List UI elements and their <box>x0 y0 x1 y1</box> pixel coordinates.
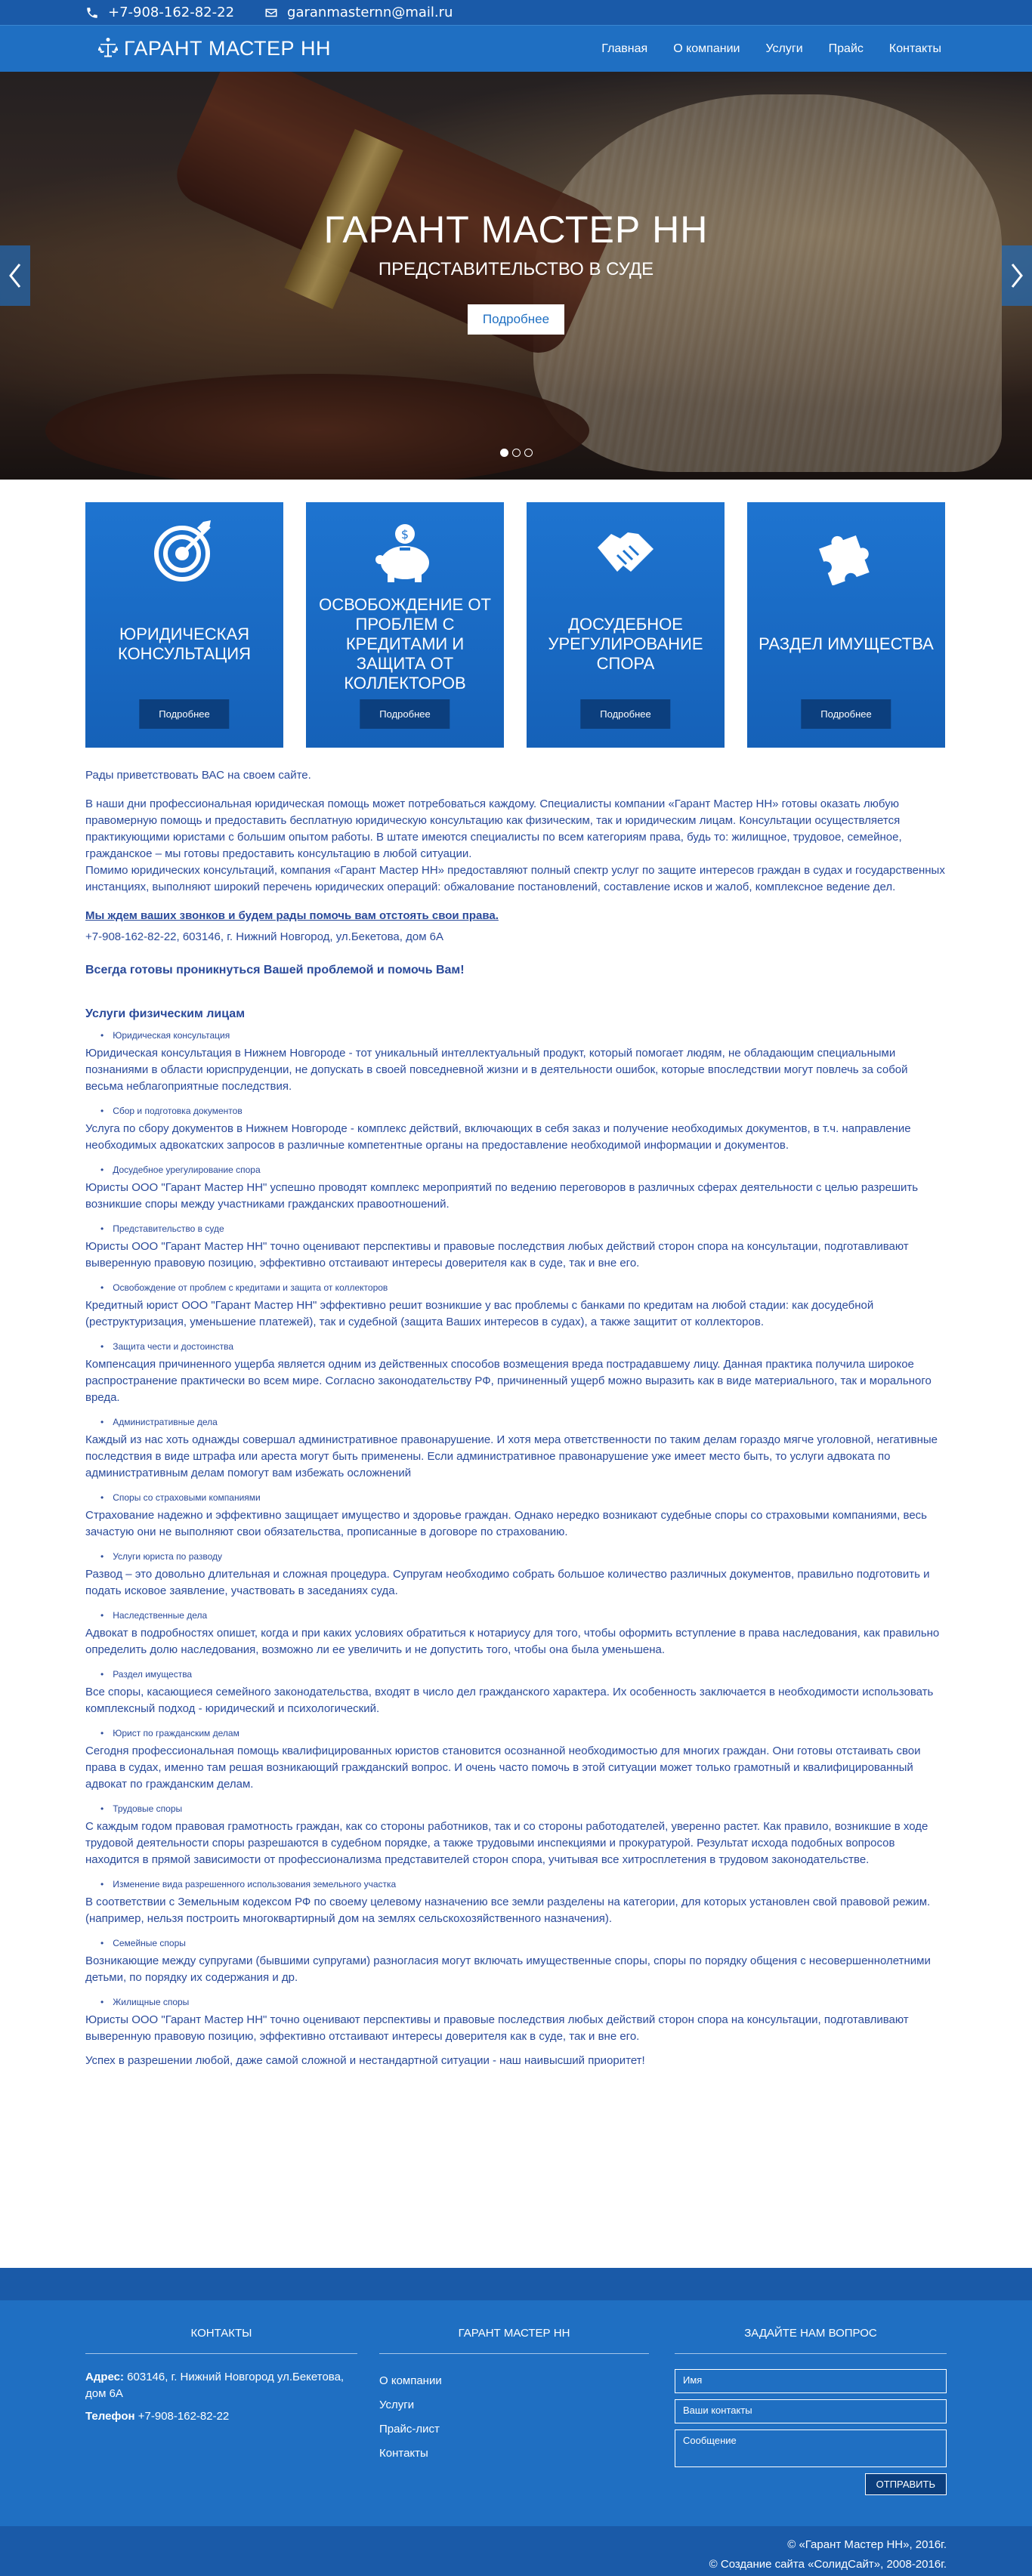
footer-contacts <box>85 2327 357 2431</box>
card-more-button[interactable]: Подробнее <box>580 699 670 729</box>
nav-item-price[interactable]: Прайс <box>828 42 864 55</box>
site-creation-text: © Создание сайта «СолидСайт», 2008-2016г. <box>709 2558 947 2571</box>
service-name: • Освобождение от проблем с кредитами и защита от коллекторов <box>100 1279 947 1296</box>
footer-link-about[interactable]: О компании <box>379 2374 442 2387</box>
service-text: Юристы ООО "Гарант Мастер НН" точно оценивают перспективы и правовые последствия любых действий сторон спора на консультации, подготавливают выверенную правовую позицию, эффективно отстаивают интересы доверителя как в суде, так и вне его. <box>85 1240 909 1269</box>
target-icon <box>150 517 218 585</box>
main-navbar <box>0 25 1032 72</box>
footer-question-form <box>675 2327 947 2490</box>
card-more-button[interactable]: Подробнее <box>801 699 891 729</box>
service-name: • Сбор и подготовка документов <box>100 1103 947 1119</box>
service-item <box>85 1935 947 1986</box>
closing-text: Успех в разрешении любой, даже самой сложной и нестандартной ситуации - наш наивысший приоритет! <box>85 2054 645 2067</box>
service-item <box>85 1279 947 1331</box>
nav-item-contacts[interactable]: Контакты <box>888 42 941 55</box>
message-textarea[interactable]: Сообщение <box>675 2429 947 2467</box>
service-text: Каждый из нас хоть однажды совершал административное правонарушение. И хотя мера ответственности по таким делам гораздо мягче уголовной, негативные последствия в виде штрафа или ареста могут быть применены. Если административное правонарушение уже имеет место быть, то услуги адвоката по административным делам помогут вам избежать осложнений <box>85 1433 938 1479</box>
piggy-bank-icon <box>371 517 439 585</box>
service-name: • Наследственные дела <box>100 1607 947 1624</box>
service-item <box>85 1103 947 1154</box>
service-item <box>85 1489 947 1541</box>
footer <box>0 2268 1032 2526</box>
main-content <box>85 767 947 2069</box>
card-more-button[interactable]: Подробнее <box>139 699 229 729</box>
service-name: • Услуги юриста по разводу <box>100 1548 947 1565</box>
service-text: Юридическая консультация в Нижнем Новгороде - тот уникальный интеллектуальный продукт, который помогает людям, не обладающим специальными познаниями в области юриспруденции, не допускать в своей повседневной жизни и в деятельности ошибок, которые впоследствии могут повлечь за собой весьма неблагоприятные последствия. <box>85 1047 908 1093</box>
service-item <box>85 1027 947 1095</box>
nav-item-services[interactable]: Услуги <box>765 42 803 55</box>
service-text: В соответствии с Земельным кодексом РФ по своему целевому назначению все земли разделены на категории, для которых установлен свой правовой режим. (например, нельзя построить многоквартирный дом на землях сельскохозяйственного назначения). <box>85 1896 931 1925</box>
intro-paragraph-1: В наши дни профессиональная юридическая помощь может потребоваться каждому. Специалисты компании «Гарант Мастер НН» готовы оказать любую правомерную помощь и предоставить бесплатную юридическую консультацию как физическим, так и юридическим лицам. Консультации осуществляется практикующими юристами с большим опытом работы. В штате имеются специалисты по всем категориям права, будь то: жилищное, трудовое, семейное, гражданское – мы готовы предоставить консультацию в любой ситуации. <box>85 797 902 860</box>
service-name: • Трудовые споры <box>100 1800 947 1817</box>
footer-phone: Телефон +7-908-162-82-22 <box>85 2410 230 2423</box>
footer-link-price[interactable]: Прайс-лист <box>379 2423 440 2436</box>
service-name: • Раздел имущества <box>100 1666 947 1683</box>
service-text: Юристы ООО "Гарант Мастер НН" успешно проводят комплекс мероприятий по ведению переговоров в различных сферах деятельности с целью разрешить возникшие споры между участниками гражданских правоотношений. <box>85 1181 919 1211</box>
service-text: Услуга по сбору документов в Нижнем Новгороде - комплекс действий, включающих в себя заказ и получение необходимых документов, в т.ч. направление необходимых адвокатских запросов в различные компетентные органы на предоставление необходимой информации и документов. <box>85 1122 911 1152</box>
nav-item-about[interactable]: О компании <box>673 42 740 55</box>
submit-button[interactable]: ОТПРАВИТЬ <box>865 2473 947 2495</box>
call-to-action: Мы ждем ваших звонков и будем рады помочь вам отстоять свои права. <box>85 909 499 922</box>
email-text: garanmasternn@mail.ru <box>287 5 453 20</box>
service-name: • Досудебное урегулирование спора <box>100 1162 947 1178</box>
chevron-left-icon <box>8 263 23 288</box>
contact-line: +7-908-162-82-22, 603146, г. Нижний Новгород, ул.Бекетова, дом 6А <box>85 930 444 943</box>
service-item <box>85 1414 947 1482</box>
service-text: Все споры, касающиеся семейного законодательства, входят в число дел гражданского характера. Их особенность заключается в необходимости использовать комплексный подход - юридический и психологический. <box>85 1686 934 1715</box>
slider-dots <box>0 449 1032 457</box>
footer-contacts-title: КОНТАКТЫ <box>85 2327 357 2354</box>
contacts-input[interactable]: Ваши контакты <box>675 2399 947 2423</box>
footer-company-title: ГАРАНТ МАСТЕР НН <box>379 2327 649 2354</box>
top-bar <box>0 0 1032 25</box>
slider-dot[interactable] <box>524 449 533 457</box>
slider-next-button[interactable] <box>1002 245 1032 306</box>
slider-dot[interactable] <box>512 449 521 457</box>
card-title: РАЗДЕЛ ИМУЩЕСТВА <box>759 634 934 653</box>
service-name: • Семейные споры <box>100 1935 947 1951</box>
service-cards <box>85 502 1032 748</box>
brand-name: ГАРАНТ МАСТЕР НН <box>124 37 332 60</box>
hero-subtitle: ПРЕДСТАВИТЕЛЬСТВО В СУДЕ <box>378 259 654 279</box>
intro-paragraph-2: Помимо юридических консультаций, компания «Гарант Мастер НН» предоставляют полный спектр услуг по защите интересов граждан в судах и государственных инстанциях, выполняют широкий перечень юридических операций: обжалование постановлений, составление исков и жалоб, комплексное ведение дел. <box>85 864 945 893</box>
bottom-bar <box>0 2526 1032 2576</box>
copyright-text: © «Гарант Мастер НН», 2016г. <box>787 2538 947 2551</box>
service-text: Юристы ООО "Гарант Мастер НН" точно оценивают перспективы и правовые последствия любых действий сторон спора на консультации, подготавливают выверенную правовую позицию, эффективно отстаивают интересы доверителя как в суде, так и вне его. <box>85 2013 909 2043</box>
chevron-right-icon <box>1009 263 1024 288</box>
hero-slider <box>0 72 1032 480</box>
service-text: Кредитный юрист ООО "Гарант Мастер НН" эффективно решит возникшие у вас проблемы с банками по кредитам на любой стадии: как досудебной (реструктуризация, уменьшение платежей), так и судебной (защита Ваших интересов в судах), а также защитит от коллекторов. <box>85 1299 874 1328</box>
name-input[interactable]: Имя <box>675 2369 947 2393</box>
slider-dot[interactable] <box>500 449 508 457</box>
footer-strip <box>0 2268 1032 2300</box>
phone-icon <box>85 6 99 20</box>
service-name: • Споры со страховыми компаниями <box>100 1489 947 1506</box>
service-item <box>85 1338 947 1406</box>
svg-text:$: $ <box>400 527 409 541</box>
service-item <box>85 1220 947 1272</box>
service-text: Возникающие между супругами (бывшими супругами) разногласия могут включать имущественные споры, споры по порядку общения с несовершеннолетними детьми, по порядку их содержания и др. <box>85 1954 931 1984</box>
card-property-division[interactable] <box>747 502 945 748</box>
nav-menu <box>601 42 941 56</box>
services-list <box>85 1027 947 2045</box>
service-item <box>85 1994 947 2045</box>
service-text: Компенсация причиненного ущерба является одним из действенных способов возмещения вреда пострадавшему лицу. Данная практика получила широкое распространение практически во всем мире. Согласно законодательству РФ, причиненный ущерб можно выразить как в виде материального, так и морального вреда. <box>85 1358 932 1404</box>
card-more-button[interactable]: Подробнее <box>360 699 450 729</box>
greeting-text: Рады приветствовать ВАС на своем сайте. <box>85 769 311 782</box>
service-name: • Представительство в суде <box>100 1220 947 1237</box>
card-title: ОСВОБОЖДЕНИЕ ОТ ПРОБЛЕМ С КРЕДИТАМИ И ЗАЩИТА ОТ КОЛЛЕКТОРОВ <box>319 595 491 693</box>
service-text: Развод – это довольно длительная и сложная процедура. Супругам необходимо собрать большое количество различных документов, правильно подготовить и подать исковое заявление, участвовать в заседаниях суда. <box>85 1568 930 1597</box>
card-title: ЮРИДИЧЕСКАЯ КОНСУЛЬТАЦИЯ <box>118 625 251 663</box>
puzzle-icon <box>812 517 880 585</box>
footer-company <box>379 2327 649 2466</box>
email-contact[interactable] <box>264 5 453 20</box>
card-title: ДОСУДЕБНОЕ УРЕГУЛИРОВАНИЕ СПОРА <box>548 615 703 673</box>
footer-link-contacts[interactable]: Контакты <box>379 2447 428 2460</box>
service-text: С каждым годом правовая грамотность граждан, как со стороны работников, так и со стороны работодателей, уверенно растет. Как правило, возникшие в ходе трудовой деятельности споры разрешаются в судебном порядке, а также трудовыми инспекциями и прокуратурой. Результат исхода подобных вопросов находится в прямой зависимости от профессионализма представителей сторон спора, учитывая все хитросплетения в трудовом законодательстве. <box>85 1820 928 1866</box>
slider-prev-button[interactable] <box>0 245 30 306</box>
service-name: • Юрист по гражданским делам <box>100 1725 947 1741</box>
hero-content <box>0 208 1032 335</box>
service-name: • Жилищные споры <box>100 1994 947 2010</box>
service-name: • Административные дела <box>100 1414 947 1430</box>
footer-address: Адрес: 603146, г. Нижний Новгород ул.Бекетова, дом 6А <box>85 2371 345 2400</box>
themis-icon <box>98 36 118 62</box>
phone-contact[interactable] <box>85 5 234 20</box>
service-item <box>85 1607 947 1658</box>
service-item <box>85 1548 947 1600</box>
envelope-icon <box>264 6 278 20</box>
card-consultation[interactable] <box>85 502 283 748</box>
service-item <box>85 1666 947 1717</box>
footer-link-services[interactable]: Услуги <box>379 2399 415 2411</box>
hero-title: ГАРАНТ МАСТЕР НН <box>323 208 709 251</box>
service-item <box>85 1876 947 1927</box>
service-name: • Изменение вида разрешенного использования земельного участка <box>100 1876 947 1893</box>
service-item <box>85 1725 947 1793</box>
ready-text: Всегда готовы проникнуться Вашей проблемой и помочь Вам! <box>85 964 465 976</box>
card-pretrial[interactable] <box>527 502 725 748</box>
service-text: Сегодня профессиональная помощь квалифицированных юристов становится осознанной необходимостью для многих граждан. Они готовы отстаивать свои права в судах, именно там решая возникающий гражданский вопрос. И очень часто помочь в этой ситуации может только грамотный и квалифицированный адвокат по гражданским делам. <box>85 1745 921 1791</box>
service-item <box>85 1800 947 1868</box>
phone-text: +7-908-162-82-22 <box>108 5 235 20</box>
service-name: • Юридическая консультация <box>100 1027 947 1044</box>
services-title: Услуги физическим лицам <box>85 1007 246 1020</box>
footer-question-title: ЗАДАЙТЕ НАМ ВОПРОС <box>675 2327 947 2354</box>
hero-more-button[interactable]: Подробнее <box>468 304 564 335</box>
handshake-icon <box>592 517 660 585</box>
card-credit-protection[interactable] <box>306 502 504 748</box>
brand-logo[interactable] <box>98 36 331 62</box>
service-name: • Защита чести и достоинства <box>100 1338 947 1355</box>
service-item <box>85 1162 947 1213</box>
nav-item-home[interactable]: Главная <box>601 42 648 55</box>
service-text: Адвокат в подробностях опишет, когда и при каких условиях обратиться к нотариусу для того, чтобы оформить вступление в права наследования, как правильно определить долю наследования, возможно ли ее увеличить и не допустить того, чтобы она была уменьшена. <box>85 1627 940 1656</box>
service-text: Страхование надежно и эффективно защищает имущество и здоровье граждан. Однако нередко возникают судебные споры со страховыми компаниями, весь зачастую они не выполняют свои обязательства, прописанные в договоре по страхованию. <box>85 1509 927 1538</box>
